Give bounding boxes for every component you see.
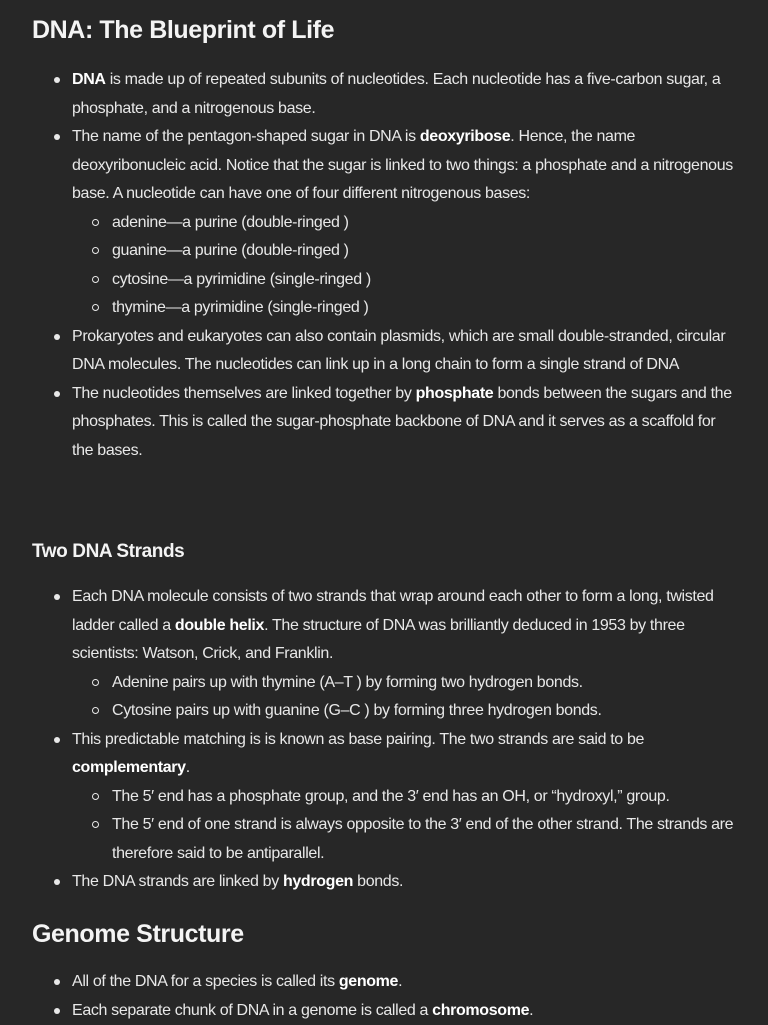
item-text: is made up of repeated subunits of nucleotides. Each nucleotide has a five-carbon sugar, a phosphate, and a nitrogenous base.	[72, 71, 720, 117]
section-heading-genome: Genome Structure	[32, 920, 244, 949]
item-text: bonds.	[353, 873, 403, 890]
bold-term: complementary	[72, 759, 186, 776]
sublist-item-gc: Cytosine pairs up with guanine (G–C ) by forming three hydrogen bonds.	[72, 697, 740, 726]
item-text: All of the DNA for a species is called its	[72, 973, 339, 990]
list-item-plasmids: Prokaryotes and eukaryotes can also contain plasmids, which are small double-stranded, circular DNA molecules. The nucleotides can link up in a long chain to form a single strand of DNA	[0, 323, 768, 380]
sublist-item-antiparallel: The 5′ end of one strand is always opposite to the 3′ end of the other strand. The strands are therefore said to be antiparallel.	[72, 811, 740, 868]
sublist-item-thymine: thymine—a pyrimidine (single-ringed )	[72, 294, 740, 323]
item-text: .	[398, 973, 402, 990]
bases-sublist	[72, 209, 740, 323]
sublist-item-guanine: guanine—a purine (double-ringed )	[72, 237, 740, 266]
item-text: Each separate chunk of DNA in a genome is called a	[72, 1002, 432, 1019]
dna-bullet-list	[0, 66, 768, 465]
bold-term: deoxyribose	[420, 128, 510, 145]
item-text: . Hence, the name deoxyribonucleic acid. Notice that the sugar is linked to two things: a phosphate and a nitrogenous base. A nucleotide can have one of four different nitrogenous bases:	[72, 128, 733, 202]
list-item-deoxyribose	[0, 123, 768, 323]
item-text: The DNA strands are linked by	[72, 873, 283, 890]
item-text: The nucleotides themselves are linked together by	[72, 385, 416, 402]
sublist-item-cytosine: cytosine—a pyrimidine (single-ringed )	[72, 266, 740, 295]
item-text: .	[186, 759, 190, 776]
bold-term: phosphate	[416, 385, 494, 402]
item-text: . The structure of DNA was brilliantly deduced in 1953 by three scientists: Watson, Crick, and Franklin.	[72, 617, 685, 663]
section-heading-two-strands: Two DNA Strands	[32, 541, 184, 563]
sublist-item-at: Adenine pairs up with thymine (A–T ) by forming two hydrogen bonds.	[72, 669, 740, 698]
item-text: Each DNA molecule consists of two strands that wrap around each other to form a long, twisted ladder called a	[72, 588, 714, 634]
list-item-complementary	[0, 726, 768, 869]
list-item-genome	[0, 968, 768, 997]
sublist-item-adenine: adenine—a purine (double-ringed )	[72, 209, 740, 238]
bold-term: genome	[339, 973, 398, 990]
page-title: DNA: The Blueprint of Life	[32, 16, 334, 45]
sublist-item-5-3-ends: The 5′ end has a phosphate group, and the 3′ end has an OH, or “hydroxyl,” group.	[72, 783, 740, 812]
list-item-chromosome	[0, 997, 768, 1025]
genome-bullet-list	[0, 968, 768, 1025]
strands-bullet-list	[0, 583, 768, 897]
ends-sublist	[72, 783, 740, 869]
bold-term: chromosome	[432, 1002, 529, 1019]
bold-term: hydrogen	[283, 873, 353, 890]
item-text: .	[529, 1002, 533, 1019]
list-item-double-helix	[0, 583, 768, 726]
item-text: The name of the pentagon-shaped sugar in DNA is	[72, 128, 420, 145]
pairing-sublist	[72, 669, 740, 726]
item-text: This predictable matching is is known as base pairing. The two strands are said to be	[72, 731, 644, 748]
list-item-backbone	[0, 380, 768, 466]
list-item-hydrogen	[0, 868, 768, 897]
item-text: bonds between the sugars and the phosphates. This is called the sugar-phosphate backbone of DNA and it serves as a scaffold for the bases.	[72, 385, 732, 459]
list-item-nucleotides	[0, 66, 768, 123]
bold-term: double helix	[175, 617, 264, 634]
bold-term: DNA	[72, 71, 106, 88]
